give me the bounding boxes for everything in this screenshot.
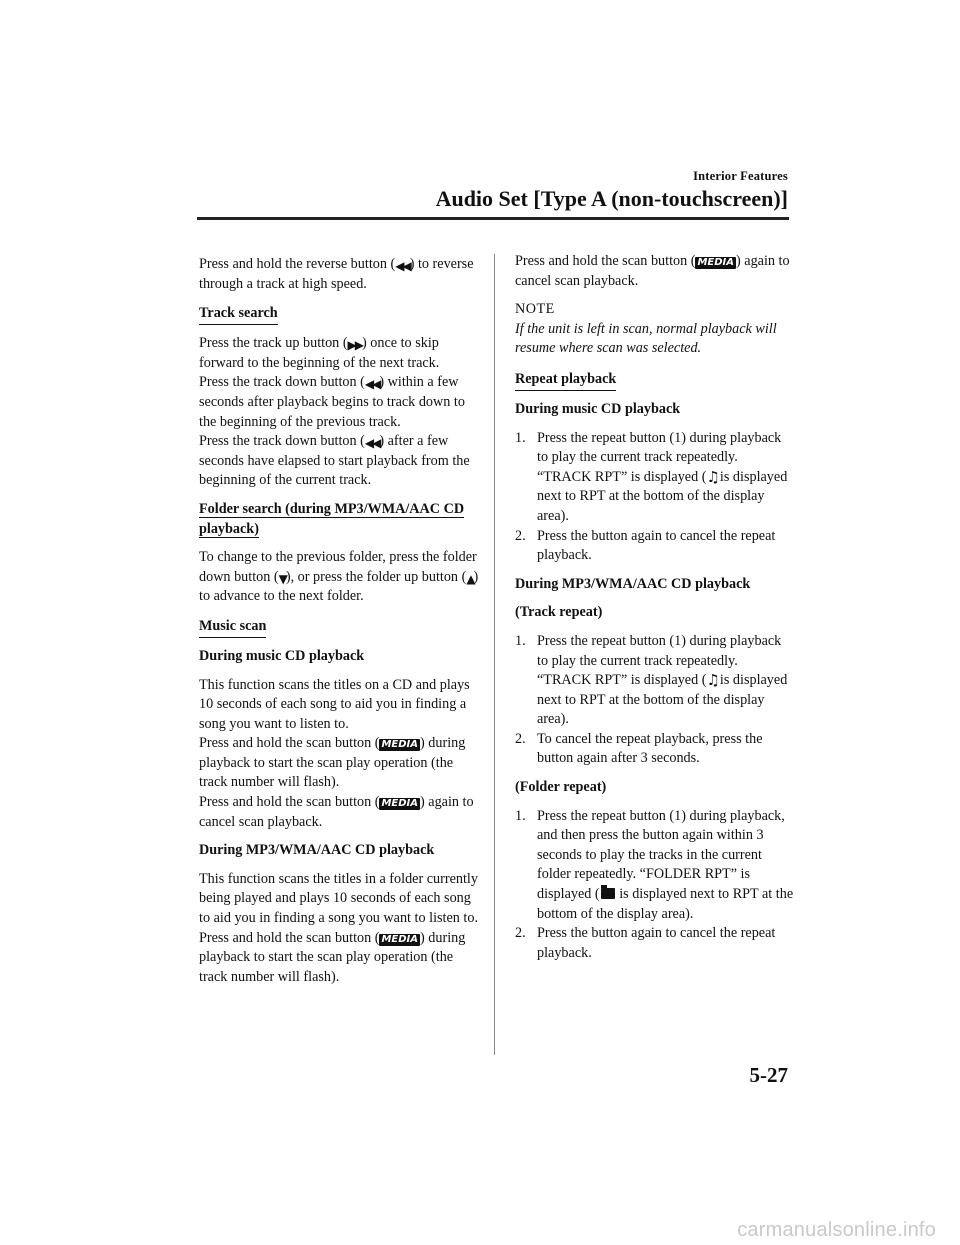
paragraph: To change to the previous folder, press the folder down button (▼), or press the folder up button (▲) to advance to the next folder. [199,549,479,605]
heading-repeat-playback: Repeat playback [515,370,616,391]
track-down-icon: ◀◀ [364,377,380,392]
list-item: 1. Press the repeat button (1) during playback, and then press the button again within 3 seconds to play the tracks in the current folder repeatedly. “FOLDER RPT” is displayed ( is displayed next to RPT at the bottom of the display area). [515,807,794,922]
note-text: If the unit is left in scan, normal playback will resume where scan was selected. [515,320,777,357]
paragraph: This function scans the titles on a CD and plays 10 seconds of each song to aid you in finding a song you want to listen to. Press and hold the scan button ( MEDIA ) during playback to start the scan play operation (the track number will flash). Press and hold the scan button ( MEDIA ) again to cancel scan playback. [199,676,474,830]
list-item: 2. To cancel the repeat playback, press the button again after 3 seconds. [515,730,763,767]
music-note-icon: ♫ [706,467,720,486]
folder-up-icon: ▲ [466,571,474,586]
list-item: 1. Press the repeat button (1) during playback to play the current track repeatedly. “TRACK RPT” is displayed (♫is displayed next to RPT at the bottom of the display area). [515,429,788,524]
paragraph: Press the track up button (▶▶) once to skip forward to the beginning of the next track. Press the track down button (◀◀) within a few seconds after playback begins to track down to the beginning of the previous track. Press the track down button (◀◀) after a few seconds have elapsed to start playback from the beginning of the current track. [199,335,470,489]
left-column [199,255,481,996]
numbered-list [515,429,795,566]
track-up-icon: ▶▶ [347,338,363,353]
header-rule [197,217,789,220]
media-icon: MEDIA [381,739,419,751]
media-icon: MEDIA [381,798,419,810]
paragraph: Press and hold the reverse button (◀◀) to reverse through a track at high speed. [199,256,474,292]
subheading: During MP3/WMA/AAC CD playback [199,842,435,859]
section-label: Interior Features [693,169,788,183]
paragraph: Press and hold the scan button ( MEDIA ) again to cancel scan playback. [515,253,790,289]
subheading: During MP3/WMA/AAC CD playback [515,575,751,592]
track-down-icon: ◀◀ [364,436,380,451]
page-number: 5-27 [749,1063,788,1087]
subheading: During music CD playback [515,400,681,417]
paragraph: This function scans the titles in a folder currently being played and plays 10 seconds of each song to aid you in finding a song you want to listen to. Press and hold the scan button ( MEDIA ) during playback to start the scan play operation (the track number will flash). [199,870,478,985]
subheading: During music CD playback [199,647,365,664]
list-item: 2. Press the button again to cancel the repeat playback. [515,925,776,961]
heading-folder-search: Folder search (during MP3/WMA/AAC CD playback) [199,500,465,537]
numbered-list [515,807,795,964]
media-icon: MEDIA [697,257,735,268]
column-divider [494,254,495,1055]
subheading: (Track repeat) [515,604,603,621]
heading-music-scan: Music scan [199,617,266,638]
numbered-list [515,632,795,769]
right-column [515,252,795,972]
watermark: carmanualsonline.info [737,1219,936,1241]
folder-icon [601,888,615,899]
reverse-icon: ◀◀ [395,259,410,273]
chapter-title: Audio Set [Type A (non-touchscreen)] [435,186,788,211]
list-item: 1. Press the repeat button (1) during playback to play the current track repeatedly. “TRACK RPT” is displayed (♫is displayed next to RPT at the bottom of the display area). [515,632,788,728]
subheading: (Folder repeat) [515,779,607,796]
media-icon: MEDIA [381,933,419,945]
music-note-icon: ♫ [706,671,720,690]
list-item: 2. Press the button again to cancel the repeat playback. [515,527,776,564]
note-label: NOTE [515,301,555,318]
folder-down-icon: ▼ [278,571,286,586]
heading-track-search: Track search [199,304,278,325]
